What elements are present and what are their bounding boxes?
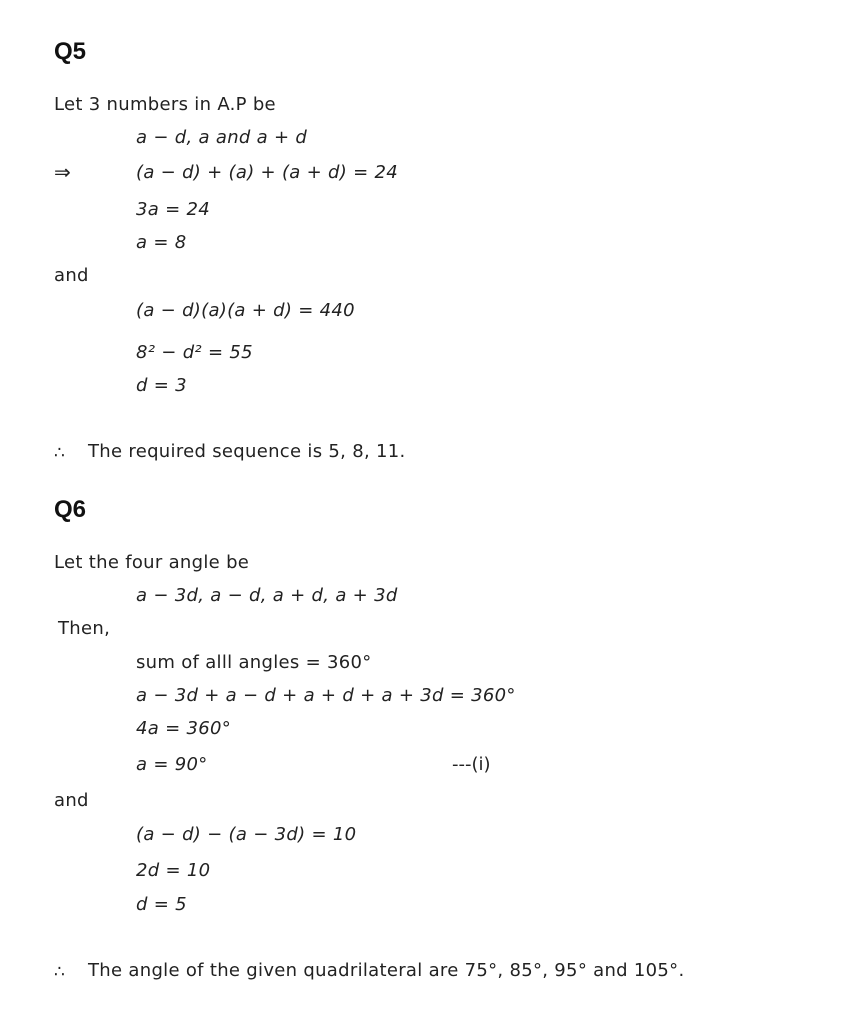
q6-and-label: and — [54, 790, 89, 811]
q6-step-1: 4a = 360° — [136, 718, 232, 739]
q5-product-equation: (a − d)(a)(a + d) = 440 — [136, 300, 355, 321]
implies-icon: ⇒ — [54, 160, 71, 184]
q5-step-2: a = 8 — [136, 232, 187, 253]
q6-sum-equation: a − 3d + a − d + a + d + a + 3d = 360° — [136, 685, 516, 706]
q5-conclusion: The required sequence is 5, 8, 11. — [88, 441, 406, 462]
q6-step-2: a = 90° — [136, 754, 208, 775]
q6-difference-equation: (a − d) − (a − 3d) = 10 — [136, 824, 357, 845]
q5-terms: a − d, a and a + d — [136, 127, 308, 148]
q6-step-3: 2d = 10 — [136, 860, 211, 881]
q6-step-4: d = 5 — [136, 894, 187, 915]
q6-then-label: Then, — [58, 618, 111, 639]
therefore-icon: ∴ — [54, 962, 65, 982]
q5-step-3: 8² − d² = 55 — [136, 342, 253, 363]
q5-intro: Let 3 numbers in A.P be — [54, 94, 276, 115]
q5-step-1: 3a = 24 — [136, 199, 211, 220]
q6-equation-tag: ---(i) — [452, 754, 491, 775]
q6-conclusion: The angle of the given quadrilateral are 75°, 85°, 95° and 105°. — [88, 960, 685, 981]
q5-step-4: d = 3 — [136, 375, 187, 396]
therefore-icon: ∴ — [54, 443, 65, 463]
question-6-title: Q6 — [54, 496, 87, 523]
q6-sum-text: sum of alll angles = 360° — [136, 652, 372, 673]
q6-intro: Let the four angle be — [54, 552, 250, 573]
q5-sum-equation: (a − d) + (a) + (a + d) = 24 — [136, 162, 399, 183]
q6-terms: a − 3d, a − d, a + d, a + 3d — [136, 585, 398, 606]
question-5-title: Q5 — [54, 38, 87, 65]
q5-and-label: and — [54, 265, 89, 286]
